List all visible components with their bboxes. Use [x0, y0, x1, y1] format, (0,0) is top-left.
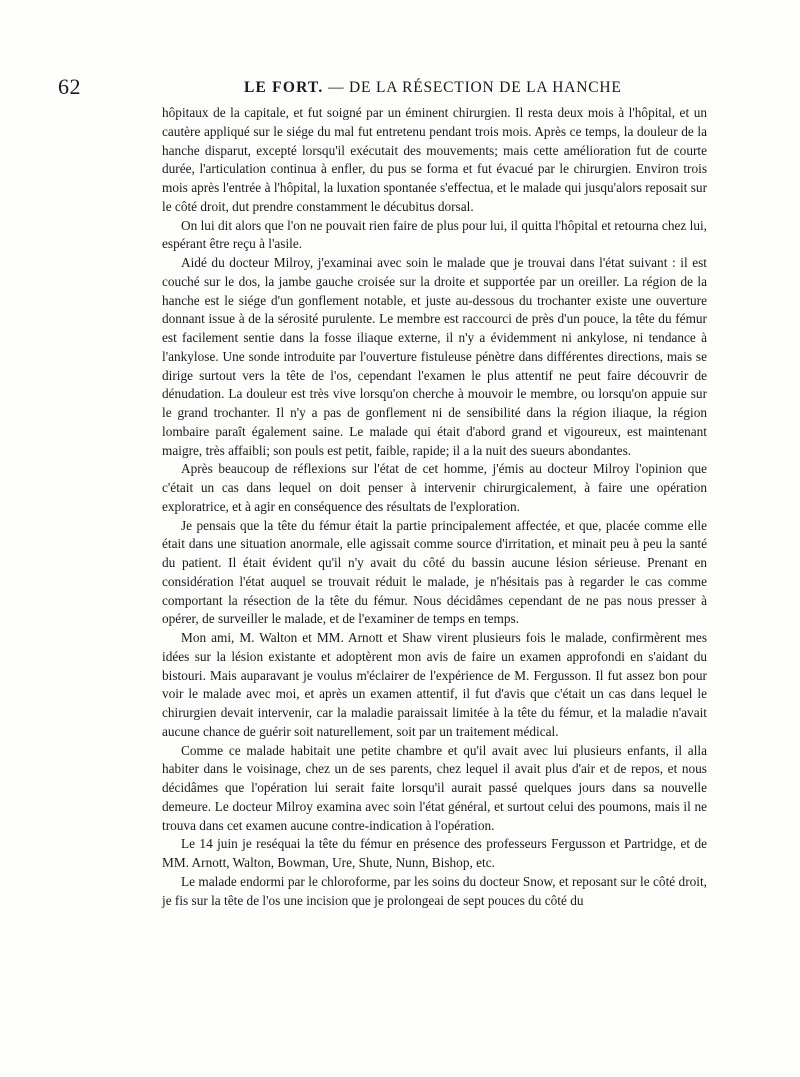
running-title — [244, 79, 622, 97]
paragraph-6: Mon ami, M. Walton et MM. Arnott et Shaw virent plusieurs fois le malade, confirmèrent mes idées sur la lésion existante et adoptèrent mon avis de faire un examen approfondi en s'aidant du bistouri. Mais auparavant je voulus m'éclairer de l'expérience de M. Fergusson. Il fut assez bon pour voir le malade avec moi, et après un examen attentif, il fut d'avis que c'était un cas dans lequel le chirurgien devait intervenir, car la maladie paraissait limitée à la tête du fémur, et la maladie n'avait aucune chance de guérir soit naturellement, soit par un traitement médical. — [162, 630, 707, 739]
paragraph-3: Aidé du docteur Milroy, j'examinai avec soin le malade que je trouvai dans l'état suivant : il est couché sur le dos, la jambe gauche croisée sur la droite et supportée par un oreiller. La région de la hanche est le siége d'un gonflement notable, et juste au-dessous du trochanter existe une ouverture donnant issue à de la sérosité purulente. Le membre est raccourci de près d'un pouce, la tête du fémur est facilement sentie dans la fosse iliaque externe, il n'y a évidemment ni ankylose, ni tendance à l'ankylose. Une sonde introduite par l'ouverture fistuleuse pénètre dans différentes directions, mais se dirige surtout vers la tête de l'os, cependant l'examen le plus attentif ne peut faire découvrir de dénudation. La douleur est très vive lorsqu'on cherche à mouvoir le membre, ou lorsqu'on appuie sur le grand trochanter. Il n'y a pas de gonflement ni de sensibilité dans la région iliaque, la région lombaire paraît également saine. Le malade qui était d'abord grand et vigoureux, est maintenant maigre, très affaibli; son pouls est petit, faible, rapide; il a la nuit des sueurs abondantes. — [162, 255, 707, 458]
page-number: 62 — [58, 74, 81, 99]
paragraph-1: hôpitaux de la capitale, et fut soigné par un éminent chirurgien. Il resta deux mois à l'hôpital, et un cautère appliqué sur le siége du mal fut entretenu pendant trois mois. Après ce temps, la douleur de la hanche disparut, excepté lorsqu'il exécutait des mouvements; mais cette amélioration fut de courte durée, l'articulation continua à enfler, du pus se forma et fut évacué par le chirurgien. Environ trois mois après l'entrée à l'hôpital, la luxation spontanée s'effectua, et le malade qui jusqu'alors reposait sur le côté droit, dut prendre constamment le décubitus dorsal. — [162, 105, 707, 214]
body-text — [162, 104, 707, 910]
paragraph-9: Le malade endormi par le chloroforme, par les soins du docteur Snow, et reposant sur le côté droit, je fis sur la tête de l'os une incision que je prolongeai de sept pouces du côté du — [162, 873, 707, 908]
running-title-author: LE FORT. — [244, 79, 324, 96]
paragraph-8: Le 14 juin je reséquai la tête du fémur en présence des professeurs Fergusson et Partridge, et de MM. Arnott, Walton, Bowman, Ure, Shute, Nunn, Bishop, etc. — [162, 836, 707, 870]
running-head — [58, 74, 678, 104]
paragraph-7: Comme ce malade habitait une petite chambre et qu'il avait avec lui plusieurs enfants, il alla habiter dans le voisinage, chez un de ses parents, chez lequel il avait plus d'air et de repos, et nous décidâmes que l'opération lui serait faite lorsqu'il aurait passé quelques jours dans sa nouvelle demeure. Le docteur Milroy examina avec soin l'état général, et surtout celui des poumons, mais il ne trouva dans cet examen aucune contre-indication à l'opération. — [162, 742, 707, 833]
running-title-subject: — DE LA RÉSECTION DE LA HANCHE — [328, 79, 622, 96]
paragraph-5: Je pensais que la tête du fémur était la partie principalement affectée, et que, placée comme elle était dans une situation anormale, elle agissait comme source d'irritation, et minait peu à peu la santé du patient. Il était évident qu'il n'y avait du côté du bassin aucune lésion sérieuse. Prenant en considération l'état auquel se trouvait réduit le malade, je n'hésitais pas à regarder le cas comme comportant la résection de la tête du fémur. Nous décidâmes cependant de ne pas nous presser à opérer, de surveiller le malade, et de l'examiner de temps en temps. — [162, 517, 707, 627]
paragraph-4: Après beaucoup de réflexions sur l'état de cet homme, j'émis au docteur Milroy l'opinion que c'était un cas dans lequel on doit penser à intervenir chirurgicalement, à faire une opération exploratrice, et à agir en conséquence des résultats de l'exploration. — [162, 461, 707, 514]
paragraph-2: On lui dit alors que l'on ne pouvait rien faire de plus pour lui, il quitta l'hôpital et retourna chez lui, espérant être reçu à l'asile. — [162, 217, 707, 252]
